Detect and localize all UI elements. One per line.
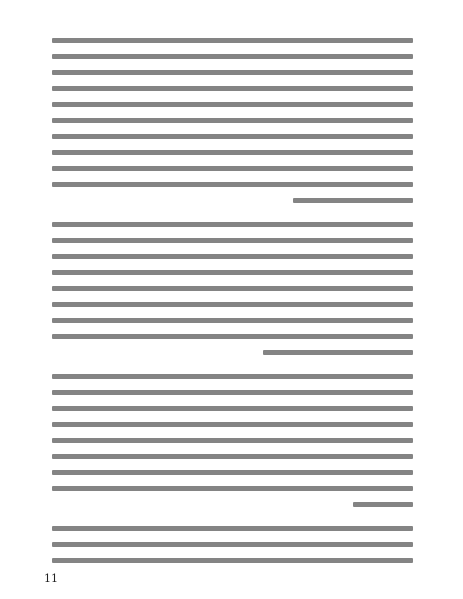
text-line <box>52 182 413 187</box>
text-line <box>52 526 413 531</box>
text-line <box>52 270 413 275</box>
text-line <box>52 438 413 443</box>
text-line <box>52 486 413 491</box>
text-line <box>52 302 413 307</box>
text-line <box>293 198 413 203</box>
text-line <box>52 406 413 411</box>
text-line <box>52 166 413 171</box>
text-line <box>52 454 413 459</box>
text-line <box>263 350 413 355</box>
text-line <box>52 150 413 155</box>
text-line <box>52 38 413 43</box>
text-line <box>52 86 413 91</box>
page-number: 11 <box>44 572 58 585</box>
text-line <box>52 558 413 563</box>
text-line <box>52 134 413 139</box>
text-line <box>353 502 413 507</box>
text-line <box>52 222 413 227</box>
text-line <box>52 102 413 107</box>
text-line <box>52 118 413 123</box>
text-line <box>52 238 413 243</box>
body-text <box>52 38 413 558</box>
text-line <box>52 374 413 379</box>
text-line <box>52 70 413 75</box>
text-line <box>52 54 413 59</box>
text-line <box>52 318 413 323</box>
text-line <box>52 286 413 291</box>
text-line <box>52 334 413 339</box>
text-line <box>52 470 413 475</box>
text-line <box>52 422 413 427</box>
text-line <box>52 390 413 395</box>
text-line <box>52 542 413 547</box>
text-line <box>52 254 413 259</box>
